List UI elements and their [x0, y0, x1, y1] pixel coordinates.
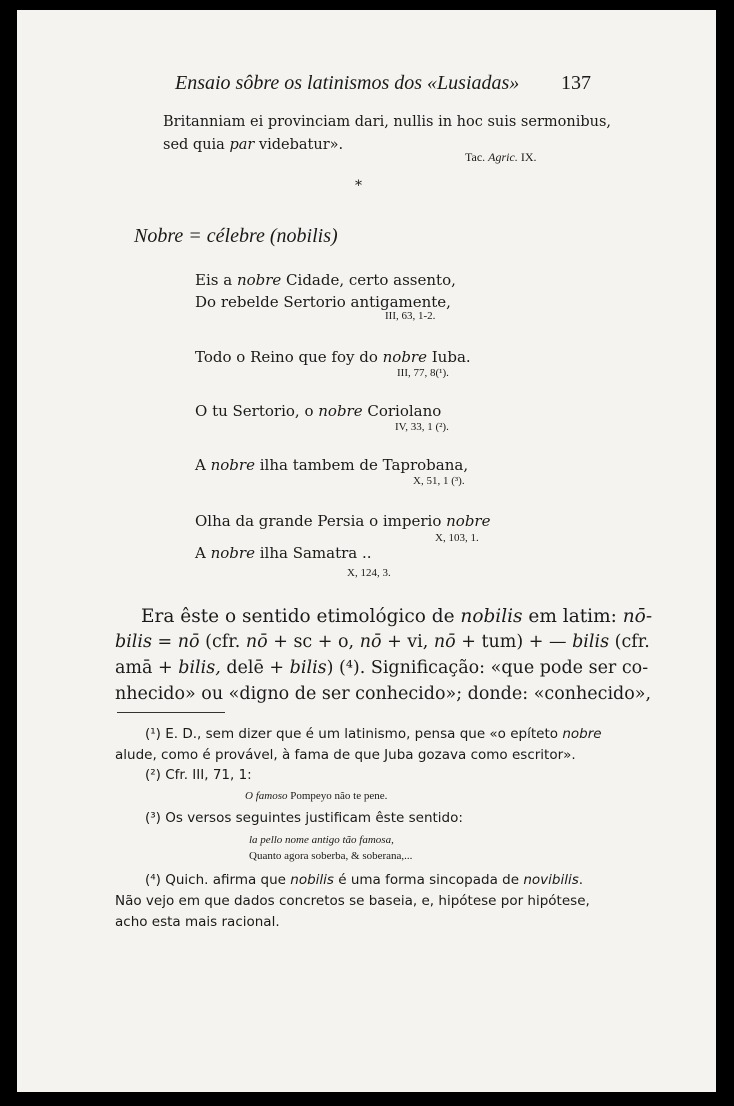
para-emphasis: nō-	[622, 606, 653, 627]
para-text: em latim:	[522, 606, 623, 627]
section-separator: *	[355, 178, 362, 194]
para-text: (cfr.	[609, 632, 650, 652]
footnote-2-quote	[245, 790, 387, 802]
verse-2-ref: III, 77, 8(¹).	[397, 367, 449, 379]
paragraph-line-3	[115, 658, 648, 678]
footnote-4-line-2: Não vejo em que dados concretos se baseia, e, hipótese por hipótese,	[115, 893, 590, 909]
verse-text: A	[195, 456, 211, 474]
quote-line-2-pre: sed quia	[163, 137, 230, 153]
verse-text: Cidade, certo assento,	[281, 271, 456, 289]
fn-emphasis: nobilis	[290, 872, 334, 888]
footnote-3-quote-2: Quanto agora soberba, & soberana,...	[249, 850, 413, 862]
para-emphasis: nō	[177, 632, 200, 652]
verse-emphasis: nobre	[382, 348, 427, 366]
para-text: amā +	[115, 658, 179, 678]
para-emphasis: bilis	[115, 632, 152, 652]
para-emphasis: nō	[359, 632, 382, 652]
para-text: Era êste o sentido etimológico de	[141, 606, 461, 627]
quote-line-2	[163, 137, 343, 153]
verse-text: ilha tambem de Taprobana,	[254, 456, 469, 474]
verse-text: Olha da grande Persia o imperio	[195, 512, 447, 530]
verse-text: ilha Samatra ..	[254, 544, 372, 562]
verse-text: Iuba.	[426, 348, 471, 366]
verse-3-ref: IV, 33, 1 (²).	[395, 421, 449, 433]
para-emphasis: bilis	[289, 658, 327, 678]
quote-emphasis: par	[229, 137, 255, 153]
para-emphasis: nō	[245, 632, 268, 652]
verse-3-line-1	[195, 402, 441, 420]
verse-text: O tu Sertorio, o	[195, 402, 319, 420]
para-emphasis: nō	[433, 632, 456, 652]
quote-reference	[465, 150, 537, 165]
fn-text: .	[578, 872, 584, 888]
verse-1-line-2: Do rebelde Sertorio antigamente,	[195, 293, 451, 311]
footnote-4-line-3: acho esta mais racional.	[115, 914, 280, 930]
para-emphasis: nobilis	[460, 606, 523, 627]
verse-1-line-1	[195, 271, 456, 289]
footnote-3: (³) Os versos seguintes justificam êste sentido:	[145, 810, 463, 826]
running-title: Ensaio sôbre os latinismos dos «Lusiadas»	[175, 72, 520, 94]
fn-text: é uma forma sincopada de	[333, 872, 524, 888]
verse-5-line-1	[195, 512, 490, 530]
verse-emphasis: nobre	[318, 402, 363, 420]
verse-text: Todo o Reino que foy do	[195, 348, 383, 366]
para-text: =	[151, 632, 178, 652]
verse-text: Coriolano	[362, 402, 442, 420]
para-emphasis: bilis,	[178, 658, 221, 678]
verse-text: Eis a	[195, 271, 237, 289]
verse-6-line-1	[195, 544, 372, 562]
verse-6-ref: X, 124, 3.	[347, 567, 391, 579]
para-text: + tum) + —	[455, 632, 573, 652]
verse-1-ref: III, 63, 1-2.	[385, 310, 436, 322]
para-text: delē +	[220, 658, 290, 678]
footnote-4-line-1	[145, 872, 583, 888]
fn-text: (⁴) Quich. afirma que	[145, 872, 291, 888]
paragraph-line-2	[115, 632, 650, 652]
quote-line-1: Britanniam ei provinciam dari, nullis in hoc suis sermonibus,	[163, 114, 611, 130]
fn-emphasis: nobre	[562, 726, 602, 742]
para-text: (cfr.	[199, 632, 246, 652]
verse-4-line-1	[195, 456, 468, 474]
footnote-1-line-2: alude, como é provável, à fama de que Juba gozava como escritor».	[115, 747, 576, 763]
para-text: ) (⁴). Significação: «que pode ser co-	[326, 658, 649, 678]
verse-emphasis: nobre	[210, 456, 255, 474]
paragraph-line-1	[141, 606, 652, 627]
quote-ref-pre: Tac.	[465, 150, 489, 164]
verse-emphasis: nobre	[446, 512, 491, 530]
fn-emphasis: O famoso	[245, 790, 288, 802]
paragraph-line-4: nhecido» ou «digno de ser conhecido»; donde: «conhecido»,	[115, 684, 652, 704]
para-text: + vi,	[381, 632, 434, 652]
verse-emphasis: nobre	[210, 544, 255, 562]
fn-emphasis: novibilis	[523, 872, 579, 888]
verse-5-ref: X, 103, 1.	[435, 532, 479, 544]
verse-4-ref: X, 51, 1 (³).	[413, 475, 465, 487]
footnote-2: (²) Cfr. III, 71, 1:	[145, 767, 252, 783]
footnote-1-line-1	[145, 726, 602, 742]
verse-text: A	[195, 544, 211, 562]
section-title: Nobre = célebre (nobilis)	[134, 225, 338, 247]
quote-ref-post: IX.	[517, 150, 537, 164]
page-number: 137	[561, 72, 591, 94]
verse-2-line-1	[195, 348, 471, 366]
verse-emphasis: nobre	[236, 271, 282, 289]
book-page	[17, 10, 716, 1092]
para-emphasis: bilis	[572, 632, 610, 652]
quote-line-2-post: videbatur».	[254, 137, 344, 153]
quote-ref-em: Agric.	[488, 150, 518, 164]
para-text: + sc + o,	[267, 632, 360, 652]
fn-text: Pompeyo não te pene.	[287, 790, 388, 802]
footnote-rule	[117, 712, 225, 713]
fn-text: (¹) E. D., sem dizer que é um latinismo, pensa que «o epíteto	[145, 726, 563, 742]
footnote-3-quote-1: la pello nome antigo tão famosa,	[249, 834, 394, 846]
